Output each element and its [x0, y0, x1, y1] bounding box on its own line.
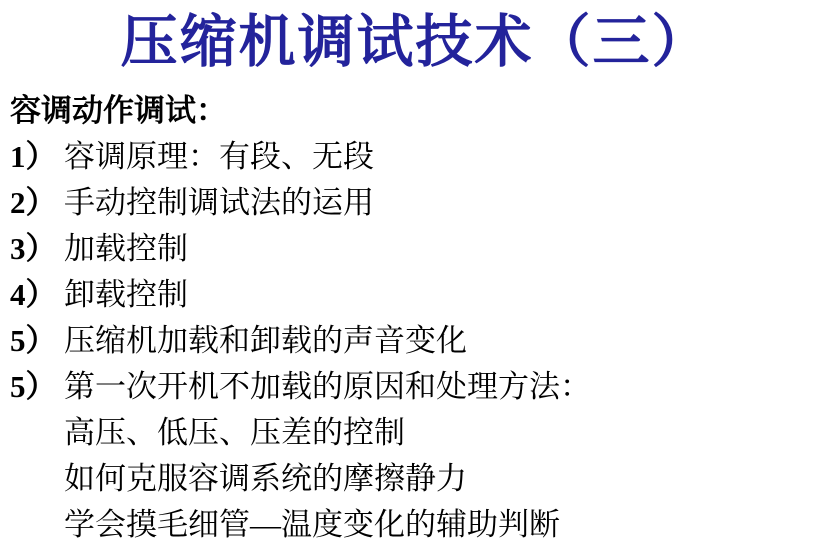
list-item-text: 卸载控制 — [64, 277, 188, 312]
slide-title: 压缩机调试技术（三） — [120, 11, 711, 74]
list-item-text: 第一次开机不加载的原因和处理方法： — [64, 369, 591, 404]
list-item-text: 手动控制调试法的运用 — [64, 185, 374, 220]
list-item — [10, 272, 831, 318]
list-item — [10, 180, 831, 226]
list-item — [10, 226, 831, 272]
list-item-text: 压缩机加载和卸载的声音变化 — [64, 323, 467, 358]
list-item-number: 5） — [10, 369, 57, 404]
list-item-text: 加载控制 — [64, 231, 188, 266]
slide-body — [0, 82, 831, 548]
sub-list-item: 高压、低压、压差的控制 — [64, 415, 405, 450]
sub-list-item: 如何克服容调系统的摩擦静力 — [64, 461, 467, 496]
sub-list-item: 学会摸毛细管—温度变化的辅助判断 — [64, 507, 560, 542]
list-item — [10, 318, 831, 364]
list-item — [10, 134, 831, 180]
list-item-number: 4） — [10, 277, 57, 312]
list-item-number: 3） — [10, 231, 57, 266]
list-item-text: 容调原理：有段、无段 — [64, 139, 374, 174]
list-item-number: 2） — [10, 185, 57, 220]
list-item-number: 1） — [10, 139, 57, 174]
list-item-number: 5） — [10, 323, 57, 358]
section-heading: 容调动作调试： — [10, 93, 227, 128]
list-item — [10, 364, 831, 410]
